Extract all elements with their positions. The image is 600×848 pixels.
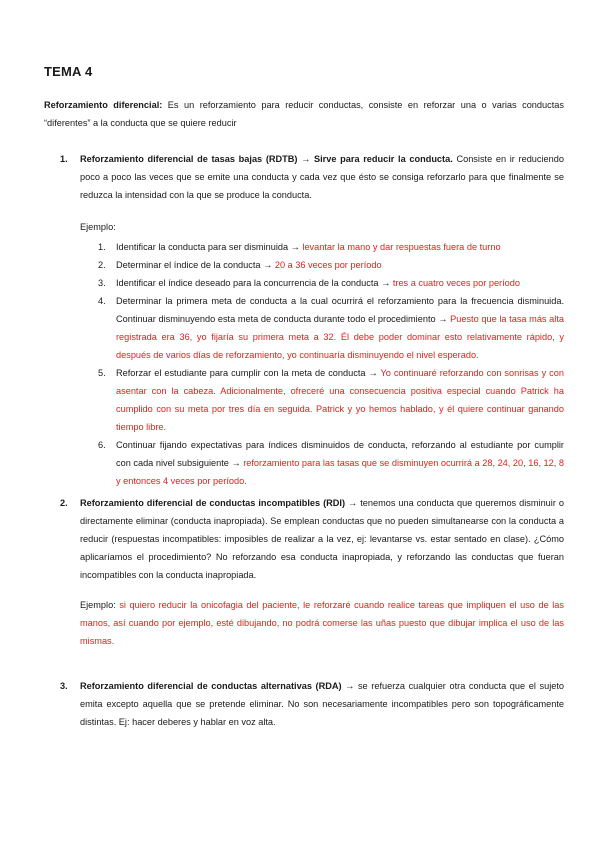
example-text: si quiero reducir la onicofagia del paciente, le reforzaré cuando realice tareas que impliquen el uso de las manos, así cuando por ejemplo, esté dibujando, no podrá comerse las uñas puesto que dibujar implica el uso de las mismas. xyxy=(80,600,564,646)
example-steps-list xyxy=(98,238,564,490)
item-example: Yo continuaré reforzando con sonrisas y con asentar con la cabeza. Adicionalmente, ofreceré una consecuencia positiva especial cuando Patrick ha cumplido con su meta por tres día en seguida. Patrick y yo hemos hablado, y él quiere continuar ganando tiempo libre. xyxy=(116,368,564,432)
section-number: 2. xyxy=(60,498,68,508)
page-title: TEMA 4 xyxy=(44,64,93,79)
section-body xyxy=(80,677,564,731)
example-paragraph xyxy=(80,596,564,650)
item-index: 3. xyxy=(98,278,106,288)
intro-paragraph xyxy=(44,96,564,132)
section-body xyxy=(80,150,564,204)
section-rdi xyxy=(44,494,564,650)
section-rda xyxy=(44,677,564,731)
item-index: 6. xyxy=(98,440,106,450)
item-example: Puesto que la tasa más alta registrada era 36, yo fijaría su primera meta a 32. Él debe poder dominar esto relativamente rápido, y después de varios días de reforzamiento, yo continuaría disminuyendo el nivel esperado. xyxy=(116,314,564,360)
intro-text: Es un reforzamiento para reducir conductas, consiste en reforzar una o varias conductas “diferentes” a la conducta que se quiere reducir xyxy=(44,100,564,128)
example-label: Ejemplo: xyxy=(80,222,116,232)
item-text: Continuar fijando expectativas para índices disminuidos de conducta, reforzando al estudiante por cumplir con cada nivel subsiguiente → xyxy=(116,440,564,468)
item-example: levantar la mano y dar respuestas fuera de turno xyxy=(302,242,501,252)
item-example: 20 a 36 veces por período xyxy=(274,260,382,270)
section-body xyxy=(80,494,564,584)
item-example: tres a cuatro veces por período xyxy=(392,278,520,288)
example-label: Ejemplo: xyxy=(80,600,116,610)
list-item xyxy=(98,274,564,292)
list-item xyxy=(98,364,564,436)
item-index: 2. xyxy=(98,260,106,270)
item-example: reforzamiento para las tasas que se disminuyen ocurrirá a 28, 24, 20, 16, 12, 8 y entonces 4 veces por período. xyxy=(116,458,564,486)
section-heading: Reforzamiento diferencial de conductas alternativas (RDA) xyxy=(80,681,342,691)
list-item xyxy=(98,256,564,274)
item-text: Determinar el índice de la conducta → xyxy=(116,260,275,270)
section-number: 1. xyxy=(60,154,68,164)
list-item xyxy=(98,238,564,256)
section-heading: Reforzamiento diferencial de tasas bajas (RDTB) → Sirve para reducir la conducta. xyxy=(80,154,453,164)
item-index: 1. xyxy=(98,242,106,252)
item-text: Determinar la primera meta de conducta a la cual ocurrirá el reforzamiento para la frecuencia disminuida. Continuar disminuyendo esta meta de conducta durante todo el procedimiento → xyxy=(116,296,564,324)
item-text: Reforzar el estudiante para cumplir con la meta de conducta → xyxy=(116,368,381,378)
item-index: 5. xyxy=(98,368,106,378)
section-heading: Reforzamiento diferencial de conductas incompatibles (RDI) xyxy=(80,498,346,508)
section-text: → se refuerza cualquier otra conducta que el sujeto emita excepto aquella que se pretende eliminar. No son necesariamente incompatibles pero son topográficamente distintas. Ej: hacer deberes y hablar en voz alta. xyxy=(80,681,565,727)
intro-term: Reforzamiento diferencial: xyxy=(44,100,163,110)
section-rdtb xyxy=(44,150,564,490)
section-number: 3. xyxy=(60,681,68,691)
section-text: → tenemos una conducta que queremos disminuir o directamente eliminar (conducta inapropiada). Se emplean conductas que no pueden simultanearse con la conducta a reducir (respuestas incompatibles: imposibles de realizar a la vez, ej: levantarse vs. estar sentado en clase). ¿Cómo aplicaríamos el procedimiento? No reforzando esa conducta inapropiada, y reforzando las conductas que fueran incompatibles con la conducta inapropiada. xyxy=(80,498,564,580)
list-item xyxy=(98,436,564,490)
list-item xyxy=(98,292,564,364)
section-text: Consiste en ir reduciendo poco a poco las veces que se emite una conducta y cada vez que ésto se consiga reforzarlo para que finalmente se reduzca la intensidad con la que se produce la conducta. xyxy=(80,154,564,200)
item-text: Identificar el índice deseado para la concurrencia de la conducta → xyxy=(116,278,393,288)
item-text: Identificar la conducta para ser disminuida → xyxy=(116,242,303,252)
item-index: 4. xyxy=(98,296,106,306)
